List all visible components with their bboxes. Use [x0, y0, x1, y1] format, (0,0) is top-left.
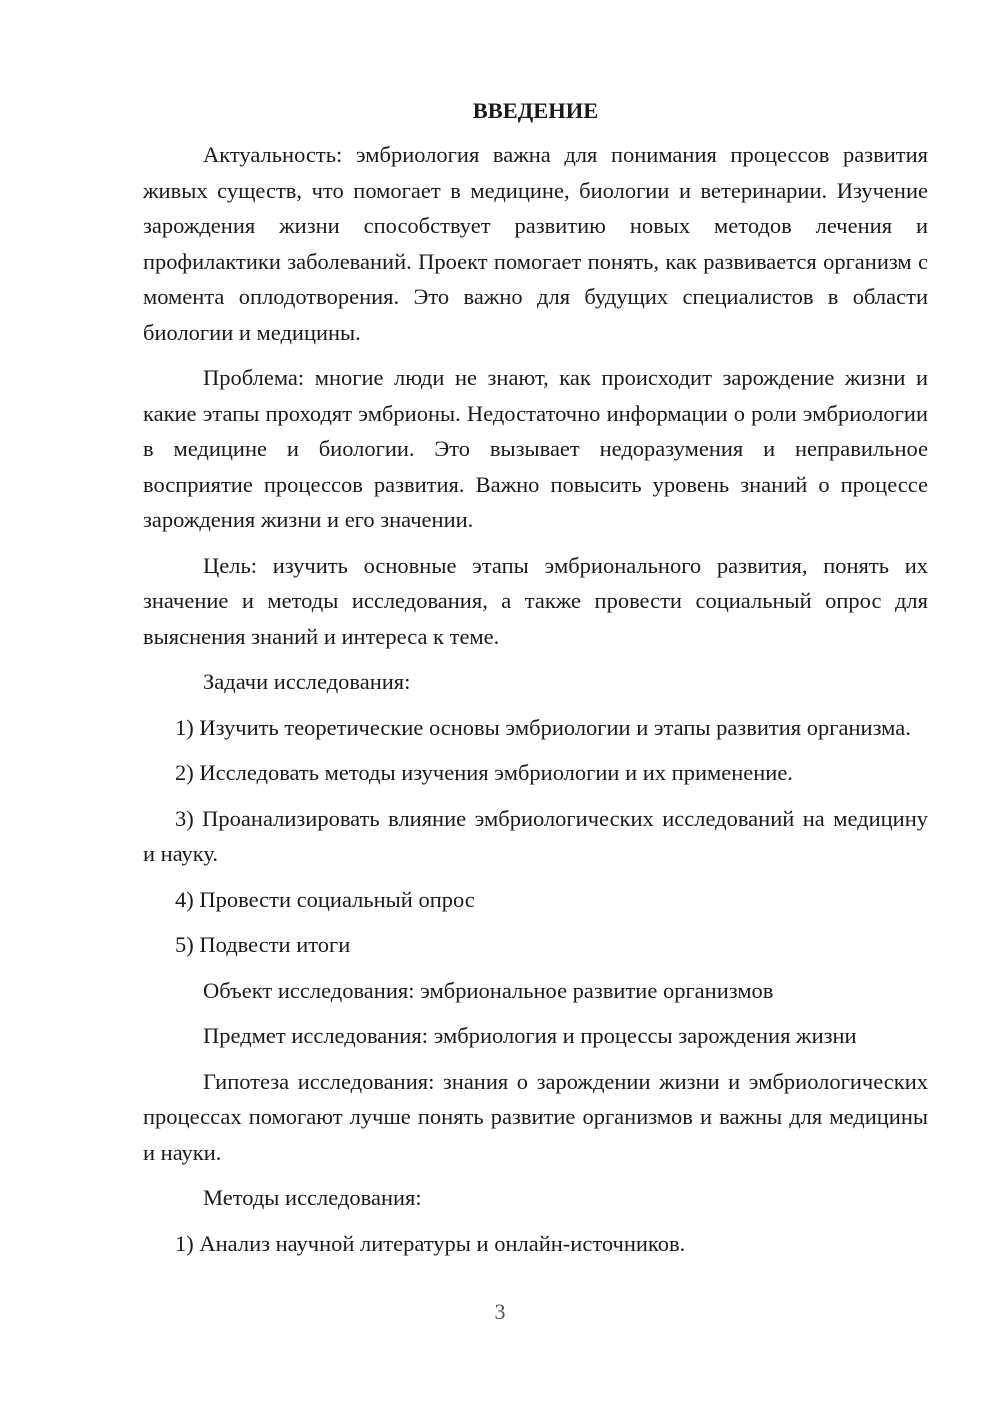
- goal-paragraph: Цель: изучить основные этапы эмбрионального развития, понять их значение и методы исследования, а также провести социальный опрос для выяснения знаний и интереса к теме.: [143, 552, 928, 649]
- document-page: [143, 95, 928, 1271]
- section-title: ВВЕДЕНИЕ: [472, 98, 599, 123]
- problem-paragraph: Проблема: многие люди не знают, как происходит зарождение жизни и какие этапы проходят эмбрионы. Недостаточно информации о роли эмбриологии в медицине и биологии. Это вызывает недоразумения и неправильное восприятие процессов развития. Важно повысить уровень знаний о процессе зарождения жизни и его значении.: [143, 365, 928, 532]
- relevance-paragraph: Актуальность: эмбриология важна для понимания процессов развития живых существ, что помогает в медицине, биологии и ветеринарии. Изучение зарождения жизни способствует развитию новых методов лечения и профилактики заболеваний. Проект помогает понять, как развивается организм с момента оплодотворения. Это важно для будущих специалистов в области биологии и медицины.: [143, 142, 928, 345]
- task-item-3: 3) Проанализировать влияние эмбриологических исследований на медицину и науку.: [143, 805, 928, 866]
- task-item-4: 4) Провести социальный опрос: [175, 886, 475, 912]
- subject-line: Предмет исследования: эмбриология и процессы зарождения жизни: [203, 1023, 857, 1048]
- task-item-2: 2) Исследовать методы изучения эмбриологии и их применение.: [175, 760, 793, 785]
- object-line: Объект исследования: эмбриональное развитие организмов: [203, 977, 774, 1003]
- tasks-heading: Задачи исследования:: [203, 669, 411, 694]
- task-item-1: 1) Изучить теоретические основы эмбриологии и этапы развития организма.: [175, 714, 911, 740]
- hypothesis-paragraph: Гипотеза исследования: знания о зарождении жизни и эмбриологических процессах помогают лучше понять развитие организмов и важны для медицины и науки.: [143, 1068, 928, 1165]
- page-number: 3: [494, 1299, 506, 1324]
- methods-heading: Методы исследования:: [203, 1185, 422, 1210]
- task-item-5: 5) Подвести итоги: [175, 932, 351, 957]
- method-item-1: 1) Анализ научной литературы и онлайн-источников.: [175, 1230, 686, 1256]
